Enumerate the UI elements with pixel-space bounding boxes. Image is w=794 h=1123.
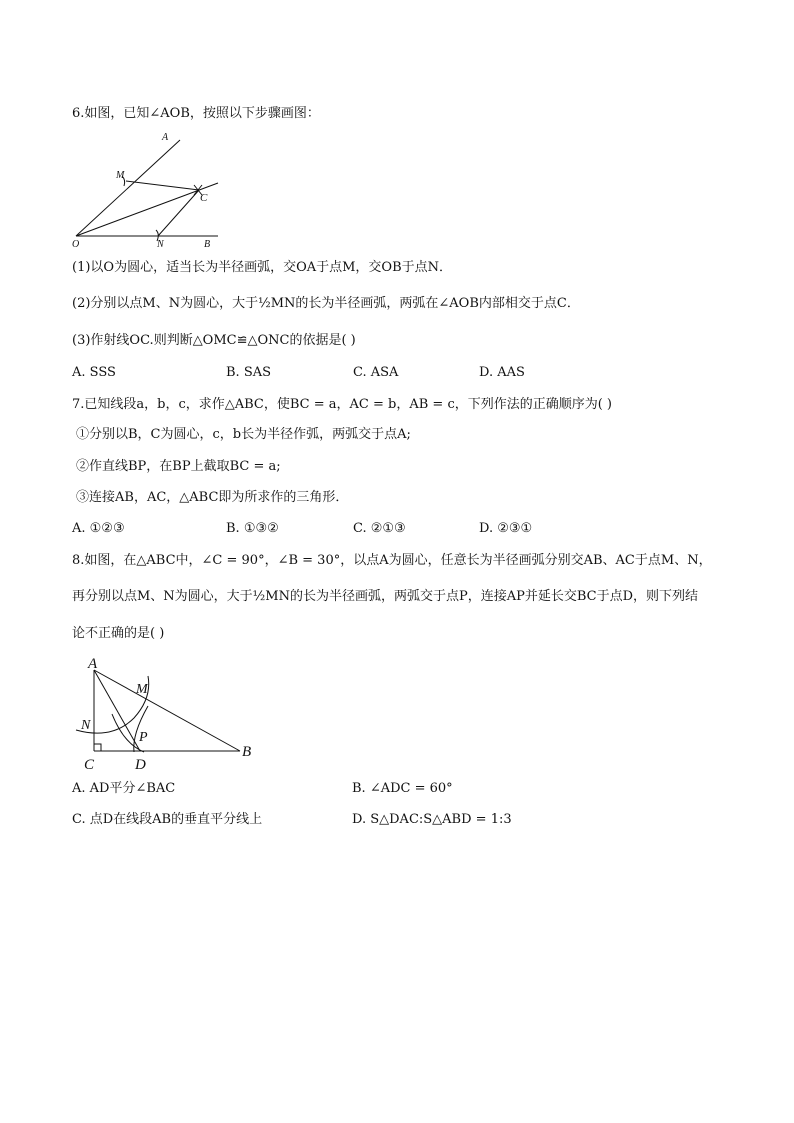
q6-step2: (2)分别以点M、N为圆心，大于½MN的长为半径画弧，两弧在∠AOB内部相交于点C．	[72, 296, 580, 311]
q8-label-m: M	[136, 682, 148, 697]
q6-label-m: M	[116, 170, 125, 181]
q8-figure	[72, 652, 262, 774]
q6-option-b[interactable]: B. SAS	[226, 365, 272, 380]
q8-stem-line2: 再分别以点M、N为圆心，大于½MN的长为半径画弧，两弧交于点P，连接AP并延长交BC于点D，则下列结	[72, 589, 699, 604]
q8-label-a: A	[88, 656, 98, 672]
q6-label-o: O	[72, 239, 80, 250]
q8-option-d[interactable]: D. S△DAC:S△ABD = 1:3	[352, 812, 512, 827]
q6-option-d[interactable]: D. AAS	[479, 365, 525, 380]
q8-stem-line1: 8.如图，在△ABC中，∠C = 90°，∠B = 30°，以点A为圆心，任意长为半径画弧分别交AB、AC于点M、N，	[72, 553, 712, 568]
q8-label-d: D	[135, 757, 146, 773]
q6-step1: (1)以O为圆心，适当长为半径画弧，交OA于点M，交OB于点N．	[72, 260, 453, 275]
q8-label-p: P	[139, 730, 148, 745]
q6-label-b: B	[204, 239, 211, 250]
q7-step3: ③连接AB，AC，△ABC即为所求作的三角形．	[76, 490, 349, 505]
q6-figure	[66, 128, 236, 250]
q8-label-b: B	[242, 744, 252, 760]
q7-step2: ②作直线BP，在BP上截取BC = a;	[76, 459, 281, 474]
q6-label-c: C	[200, 192, 208, 204]
q8-option-c[interactable]: C. 点D在线段AB的垂直平分线上	[72, 812, 263, 827]
q8-label-c: C	[84, 757, 95, 773]
q6-step3: (3)作射线OC.则判断△OMC≌△ONC的依据是( )	[72, 333, 356, 348]
q6-option-a[interactable]: A. SSS	[72, 365, 116, 380]
q8-label-n: N	[81, 718, 91, 733]
q7-option-c[interactable]: C. ②①③	[353, 521, 406, 536]
q8-option-b[interactable]: B. ∠ADC = 60°	[352, 781, 453, 796]
q7-option-a[interactable]: A. ①②③	[72, 521, 125, 536]
q8-stem-line3: 论不正确的是( )	[72, 626, 165, 641]
q6-stem: 6.如图，已知∠AOB，按照以下步骤画图：	[72, 106, 320, 121]
q7-step1: ①分别以B，C为圆心，c，b长为半径作弧，两弧交于点A;	[76, 427, 411, 442]
q6-label-n: N	[157, 239, 164, 250]
q7-option-b[interactable]: B. ①③②	[226, 521, 279, 536]
q6-label-a: A	[162, 132, 169, 143]
q7-stem: 7.已知线段a，b，c，求作△ABC，使BC = a，AC = b，AB = c，下列作法的正确顺序为( )	[72, 397, 613, 412]
q6-option-c[interactable]: C. ASA	[353, 365, 399, 380]
q7-option-d[interactable]: D. ②③①	[479, 521, 533, 536]
q8-option-a[interactable]: A. AD平分∠BAC	[72, 781, 176, 796]
